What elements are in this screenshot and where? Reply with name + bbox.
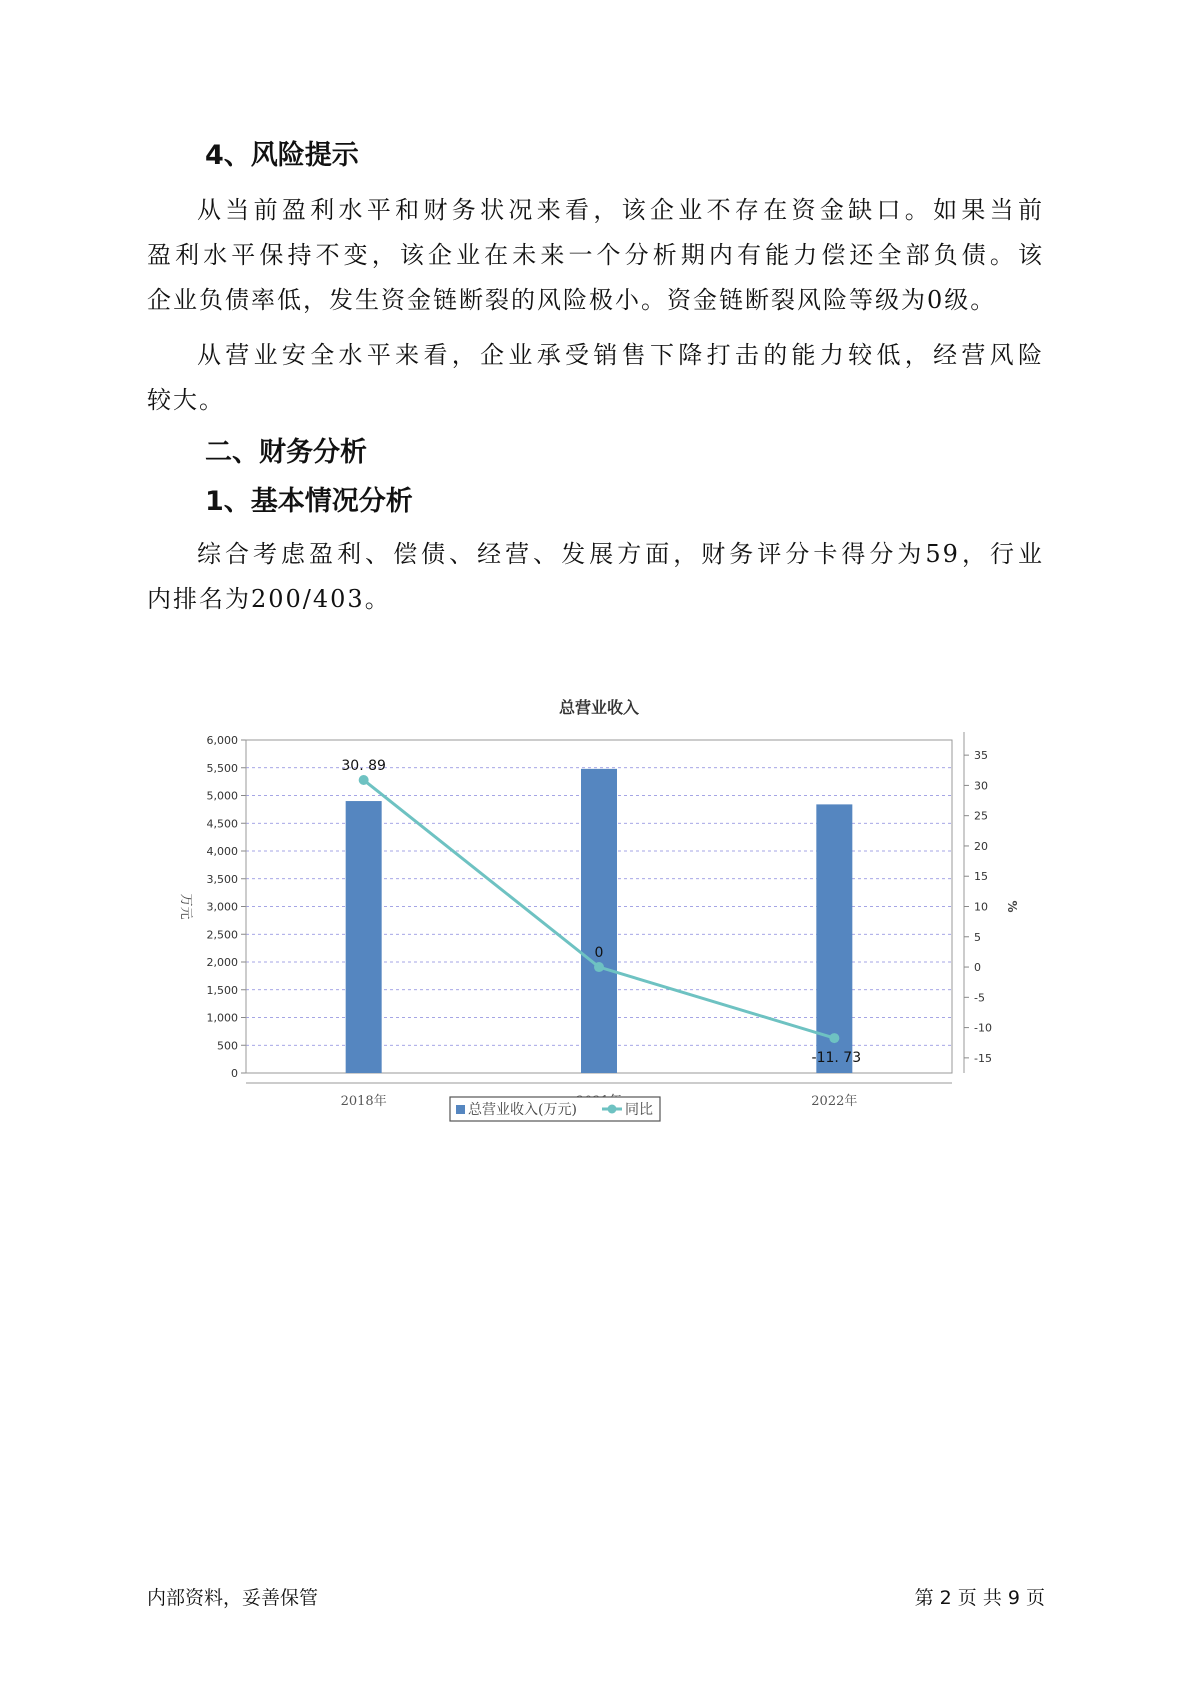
- y-axis-label: 万元: [178, 893, 193, 920]
- section-heading-risk: 4、风险提示: [205, 140, 359, 171]
- y2-tick-label: 25: [974, 809, 988, 823]
- chart-canvas: [170, 685, 1030, 1145]
- y-tick-label: 0: [231, 1067, 238, 1080]
- risk-paragraph-1: [147, 188, 1044, 323]
- footer-page-number: 第 2 页 共 9 页: [914, 1587, 1045, 1609]
- y2-tick-label: 5: [974, 930, 981, 944]
- yoy-point: [594, 962, 604, 972]
- revenue-chart: [170, 685, 1030, 1145]
- y2-axis-label: %: [1005, 900, 1019, 913]
- basic-paragraph: [147, 532, 1044, 622]
- y-tick-label: 2,500: [206, 928, 238, 942]
- legend-swatch-point: [608, 1105, 617, 1114]
- yoy-data-label: 0: [594, 945, 604, 962]
- chart-svg: [170, 685, 1030, 1145]
- y2-tick-label: -10: [974, 1021, 992, 1035]
- x-tick-label: 2022年: [811, 1094, 858, 1109]
- yoy-point: [359, 775, 369, 785]
- y-tick-label: 500: [217, 1039, 238, 1053]
- bar: [346, 801, 382, 1073]
- section-heading-basic: 1、基本情况分析: [205, 486, 413, 517]
- paragraph-line: 盈利水平保持不变，该企业在未来一个分析期内有能力偿还全部负债。该: [147, 241, 1044, 269]
- paragraph-line: 较大。: [147, 386, 225, 414]
- yoy-point: [829, 1033, 839, 1043]
- section-heading-finance: 二、财务分析: [205, 437, 367, 468]
- yoy-data-label: -11. 73: [811, 1050, 862, 1067]
- legend-label-yoy: 同比: [625, 1102, 653, 1118]
- footer-confidential: 内部资料，妥善保管: [147, 1587, 319, 1609]
- chart-title: 总营业收入: [558, 698, 640, 717]
- y-tick-label: 3,500: [206, 872, 238, 886]
- y-tick-label: 5,000: [206, 789, 238, 803]
- paragraph-line: 内排名为200/403。: [147, 585, 391, 613]
- y2-tick-label: 10: [974, 900, 988, 914]
- y2-tick-label: 20: [974, 839, 988, 853]
- y2-tick-label: 15: [974, 870, 988, 884]
- y-tick-label: 3,000: [206, 900, 238, 914]
- paragraph-line: 从营业安全水平来看，企业承受销售下降打击的能力较低，经营风险: [197, 341, 1044, 369]
- y-tick-label: 2,000: [206, 956, 238, 969]
- y2-tick-label: -15: [974, 1051, 992, 1065]
- legend-label-revenue: 总营业收入(万元): [468, 1102, 577, 1118]
- paragraph-line: 综合考虑盈利、偿债、经营、发展方面，财务评分卡得分为59，行业: [197, 540, 1044, 568]
- paragraph-line: 从当前盈利水平和财务状况来看，该企业不存在资金缺口。如果当前: [197, 196, 1044, 224]
- y-tick-label: 6,000: [206, 734, 238, 747]
- y-tick-label: 4,000: [206, 845, 238, 858]
- y2-tick-label: 0: [974, 961, 981, 975]
- y-tick-label: 4,500: [206, 817, 238, 831]
- paragraph-line: 企业负债率低，发生资金链断裂的风险极小。资金链断裂风险等级为0级。: [147, 286, 997, 314]
- y2-tick-label: -5: [974, 991, 985, 1005]
- y2-tick-label: 30: [974, 779, 988, 793]
- legend-swatch-bar: [456, 1105, 465, 1114]
- y-tick-label: 5,500: [206, 761, 238, 775]
- y-tick-label: 1,500: [206, 983, 238, 997]
- yoy-data-label: 30. 89: [341, 758, 386, 775]
- x-tick-label: 2018年: [340, 1094, 387, 1109]
- y2-tick-label: 35: [974, 749, 988, 763]
- y-tick-label: 1,000: [206, 1011, 238, 1025]
- bar: [581, 769, 617, 1073]
- risk-paragraph-2: [147, 333, 1044, 423]
